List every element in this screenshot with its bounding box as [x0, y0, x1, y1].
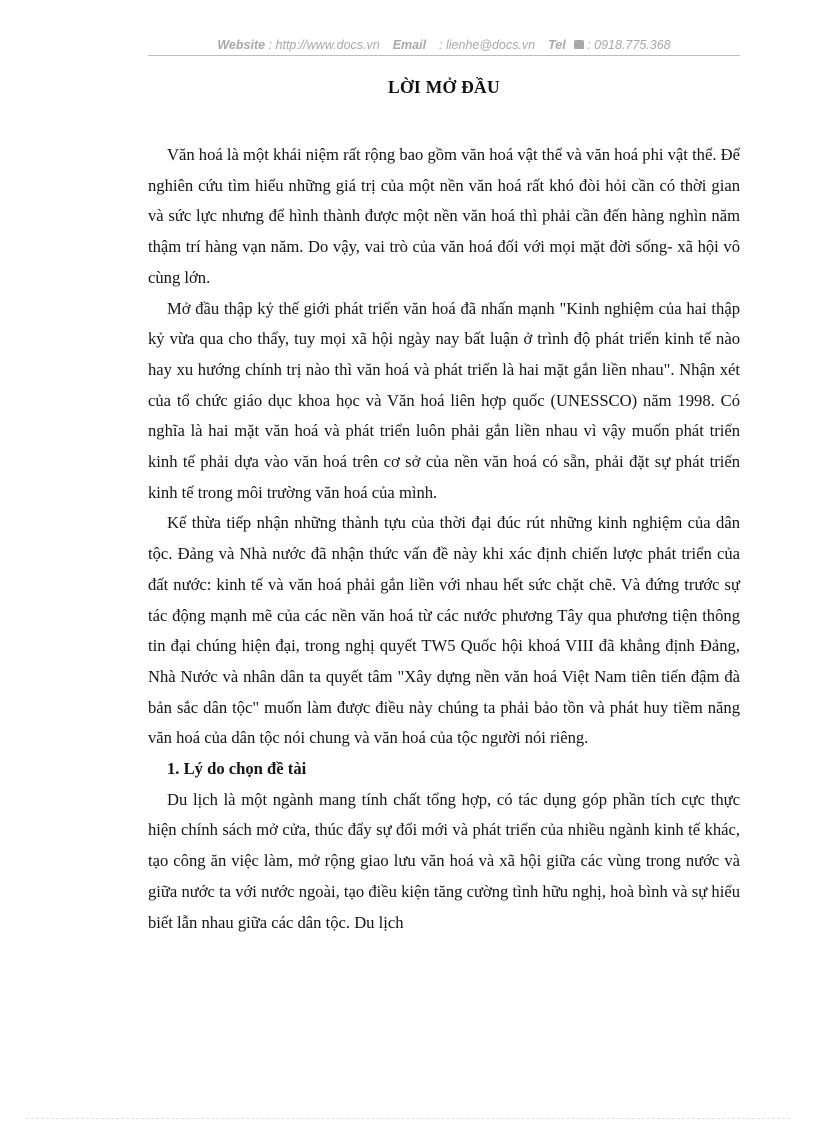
document-body — [148, 140, 740, 938]
email-link[interactable]: lienhe@docs.vn — [446, 38, 536, 52]
phone-icon — [574, 40, 584, 49]
document-title: LỜI MỞ ĐẦU — [388, 77, 500, 97]
website-label: Website — [217, 38, 266, 52]
section-heading: 1. Lý do chọn đề tài — [167, 759, 307, 779]
page-header — [148, 36, 740, 56]
tel-value: : 0918.775.368 — [587, 38, 671, 52]
body-paragraph: Văn hoá là một khái niệm rất rộng bao gồm văn hoá vật thể và văn hoá phi vật thể. Để nghiên cứu tìm hiểu những giá trị của một nền văn hoá rất khó đòi hỏi cần có thời gian và sức lực nhưng để hình thành được một nền văn hoá thì phải cần đến hàng nghìn năm thậm trí hàng vạn năm. Do vậy, vai trò của văn hoá đối với mọi mặt đời sống- xã hội vô cùng lớn. — [148, 145, 740, 287]
section-paragraph: Du lịch là một ngành mang tính chất tổng hợp, có tác dụng góp phần tích cực thực hiện chính sách mở cửa, thúc đẩy sự đổi mới và phát triển của nhiều ngành kinh tế khác, tạo công ăn việc làm, mở rộng giao lưu văn hoá và xã hội giữa các vùng trong nước và giữa nước ta với nước ngoài, tạo điều kiện tăng cường tình hữu nghị, hoà bình và sự hiểu biết lẫn nhau giữa các dân tộc. Du lịch — [148, 789, 740, 932]
page-bottom-divider — [26, 1118, 790, 1119]
tel-label: Tel — [548, 38, 566, 52]
website-separator: : — [268, 38, 273, 52]
website-link[interactable]: http://www.docs.vn — [275, 38, 380, 52]
body-paragraph: Kế thừa tiếp nhận những thành tựu của thời đại đúc rút những kinh nghiệm của dân tộc. Đảng và Nhà nước đã nhận thức vấn đề này khi xác định chiến lược phát triển của đất nước: kinh tế và văn hoá phải gắn liền với nhau hết sức chặt chẽ. Và đứng trước sự tác động mạnh mẽ của các nền văn hoá từ các nước phương Tây qua phương tiện thông tin đại chúng hiện đại, trong nghị quyết TW5 Quốc hội khoá VIII đã khẳng định Đảng, Nhà Nước và nhân dân ta quyết tâm "Xây dựng nền văn hoá Việt Nam tiên tiến đậm đà bản sắc dân tộc" muốn làm được điều này chúng ta phải bảo tồn và phát huy tiềm năng văn hoá của dân tộc nói chung và văn hoá của tộc người nói riêng. — [148, 513, 740, 748]
body-paragraph: Mở đầu thập kỷ thế giới phát triển văn hoá đã nhấn mạnh "Kinh nghiệm của hai thập kỷ vừa qua cho thấy, tuy mọi xã hội ngày nay bất luận ở trình độ phát triển kinh tế nào hay xu hướng chính trị nào thì văn hoá và phát triển là hai mặt gắn liền nhau". Nhận xét của tổ chức giáo dục khoa học và Văn hoá liên hợp quốc (UNESSCO) năm 1998. Có nghĩa là hai mặt văn hoá và phát triển luôn phải gắn liền nhau vì vậy muốn phát triển kinh tế phải dựa vào văn hoá trên cơ sở của nền văn hoá có sẵn, phải đặt sự phát triển kinh tế trong môi trường văn hoá của mình. — [148, 298, 740, 502]
email-label: Email — [392, 38, 427, 52]
email-separator: : — [439, 38, 443, 52]
